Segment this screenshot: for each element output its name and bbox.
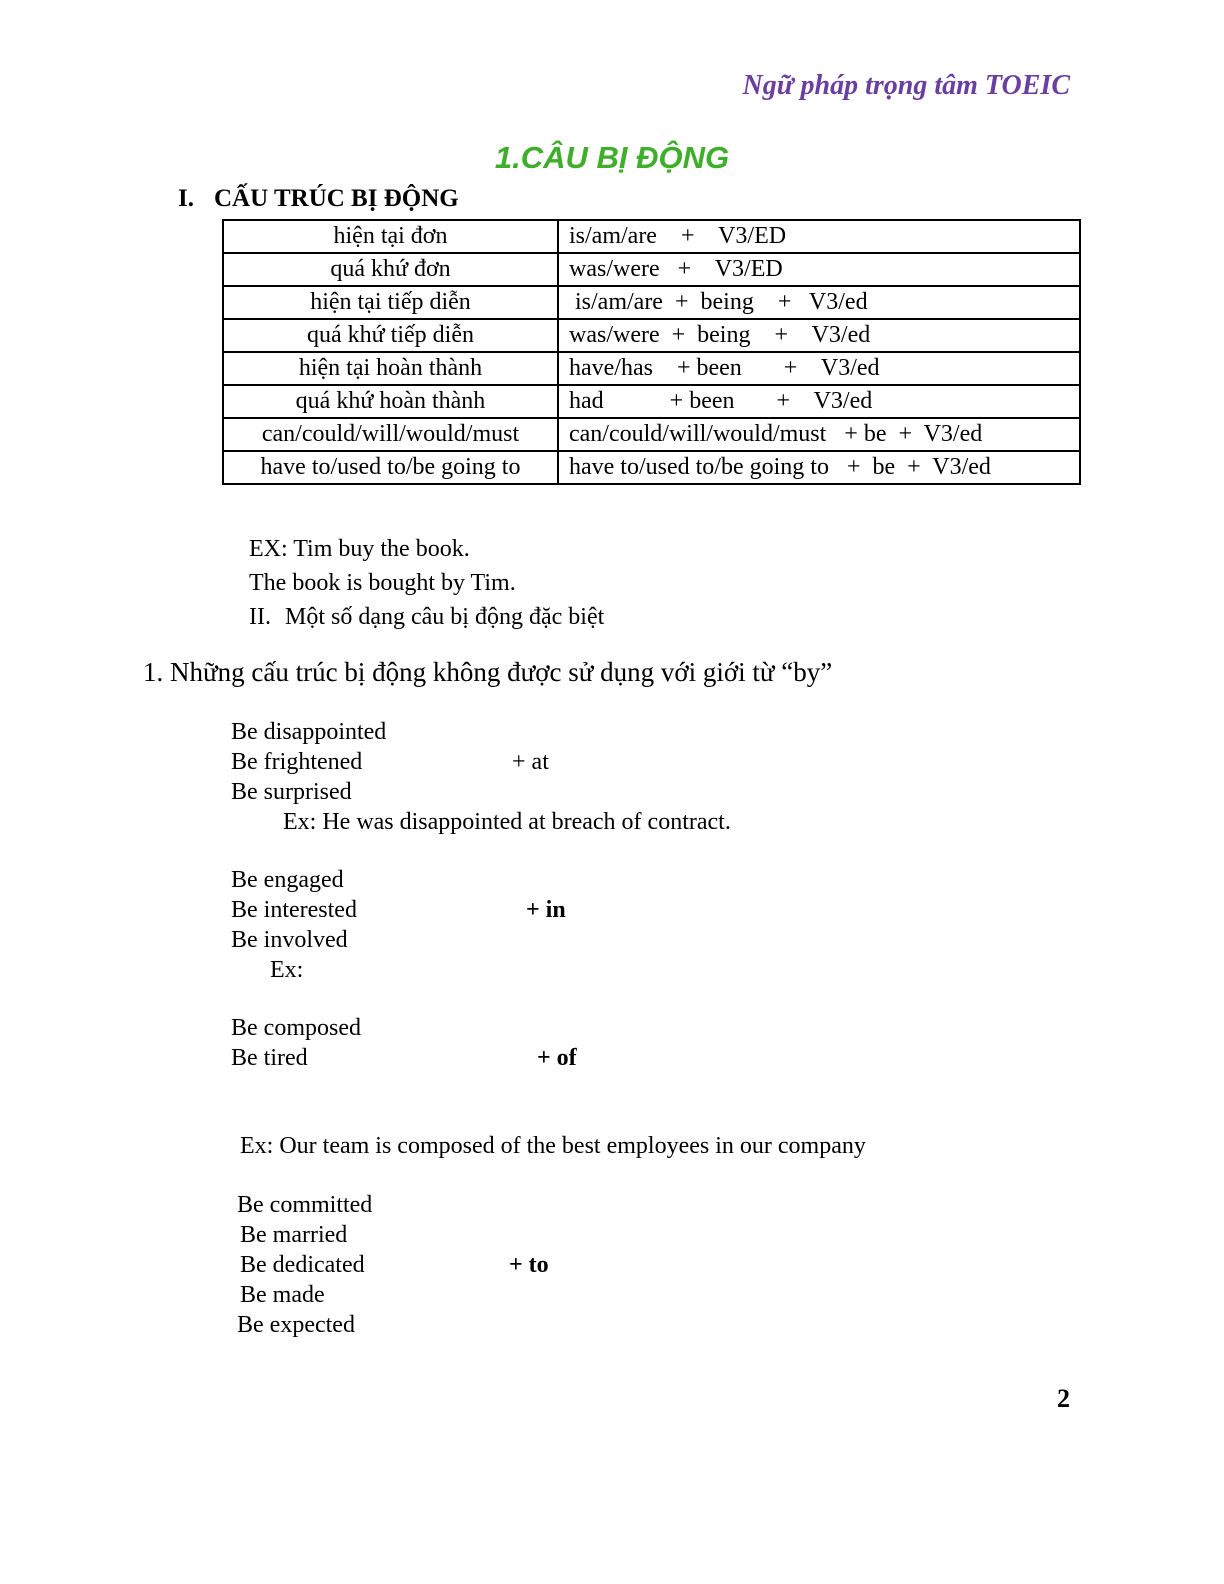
tense-cell: hiện tại hoàn thành: [223, 352, 558, 385]
page-title: 1.CÂU BỊ ĐỘNG: [494, 140, 730, 175]
preposition-at: + at: [512, 749, 549, 775]
structure-item: Be tired: [231, 1045, 308, 1071]
passive-structure-table: [222, 219, 1081, 485]
structure-item: Be engaged: [231, 867, 344, 893]
subheading-no-by: 1. Những cấu trúc bị động không được sử dụng với giới từ “by”: [143, 657, 833, 687]
tense-cell: quá khứ tiếp diễn: [223, 319, 558, 352]
table-row: [223, 286, 1080, 319]
tense-cell: can/could/will/would/must: [223, 418, 558, 451]
section-1-text: CẤU TRÚC BỊ ĐỘNG: [214, 185, 459, 212]
structure-item: Be disappointed: [231, 719, 387, 745]
preposition-of: + of: [537, 1045, 577, 1071]
example-at: Ex: He was disappointed at breach of contract.: [283, 809, 731, 835]
tense-cell: hiện tại tiếp diễn: [223, 286, 558, 319]
form-cell: can/could/will/would/must + be + V3/ed: [558, 418, 1080, 451]
structure-item: Be dedicated: [240, 1252, 365, 1278]
tense-cell: have to/used to/be going to: [223, 451, 558, 484]
tense-cell: quá khứ hoàn thành: [223, 385, 558, 418]
example-sentence-active: EX: Tim buy the book.: [249, 536, 470, 562]
form-cell: had + been + V3/ed: [558, 385, 1080, 418]
form-cell: have to/used to/be going to + be + V3/ed: [558, 451, 1080, 484]
form-cell: was/were + being + V3/ed: [558, 319, 1080, 352]
example-sentence-passive: The book is bought by Tim.: [249, 570, 516, 596]
table-row: [223, 385, 1080, 418]
structure-item: Be committed: [237, 1192, 373, 1218]
preposition-in: + in: [526, 897, 566, 923]
structure-item: Be involved: [231, 927, 348, 953]
table-row: [223, 352, 1080, 385]
structure-item: Be frightened: [231, 749, 363, 775]
document-header: Ngữ pháp trọng tâm TOEIC: [742, 70, 1070, 101]
section-1-number: I.: [178, 185, 194, 212]
table-row: [223, 253, 1080, 286]
section-2-heading: [249, 604, 604, 631]
tense-cell: hiện tại đơn: [223, 220, 558, 253]
structure-item: Be made: [240, 1282, 325, 1308]
structure-item: Be interested: [231, 897, 357, 923]
table-row: [223, 451, 1080, 484]
form-cell: is/am/are + being + V3/ed: [558, 286, 1080, 319]
form-cell: have/has + been + V3/ed: [558, 352, 1080, 385]
structure-item: Be expected: [237, 1312, 355, 1338]
structure-item: Be married: [240, 1222, 348, 1248]
table-row: [223, 418, 1080, 451]
table-row: [223, 319, 1080, 352]
structure-item: Be composed: [231, 1015, 361, 1041]
form-cell: was/were + V3/ED: [558, 253, 1080, 286]
section-1-heading: [178, 185, 459, 213]
tense-cell: quá khứ đơn: [223, 253, 558, 286]
section-2-number: II.: [249, 604, 271, 630]
form-cell: is/am/are + V3/ED: [558, 220, 1080, 253]
page-number: 2: [1057, 1384, 1070, 1413]
preposition-to: + to: [509, 1252, 549, 1278]
example-of: Ex: Our team is composed of the best employees in our company: [240, 1133, 866, 1159]
section-2-text: Một số dạng câu bị động đặc biệt: [285, 604, 605, 630]
structure-item: Be surprised: [231, 779, 352, 805]
example-in: Ex:: [270, 957, 304, 983]
table-row: [223, 220, 1080, 253]
